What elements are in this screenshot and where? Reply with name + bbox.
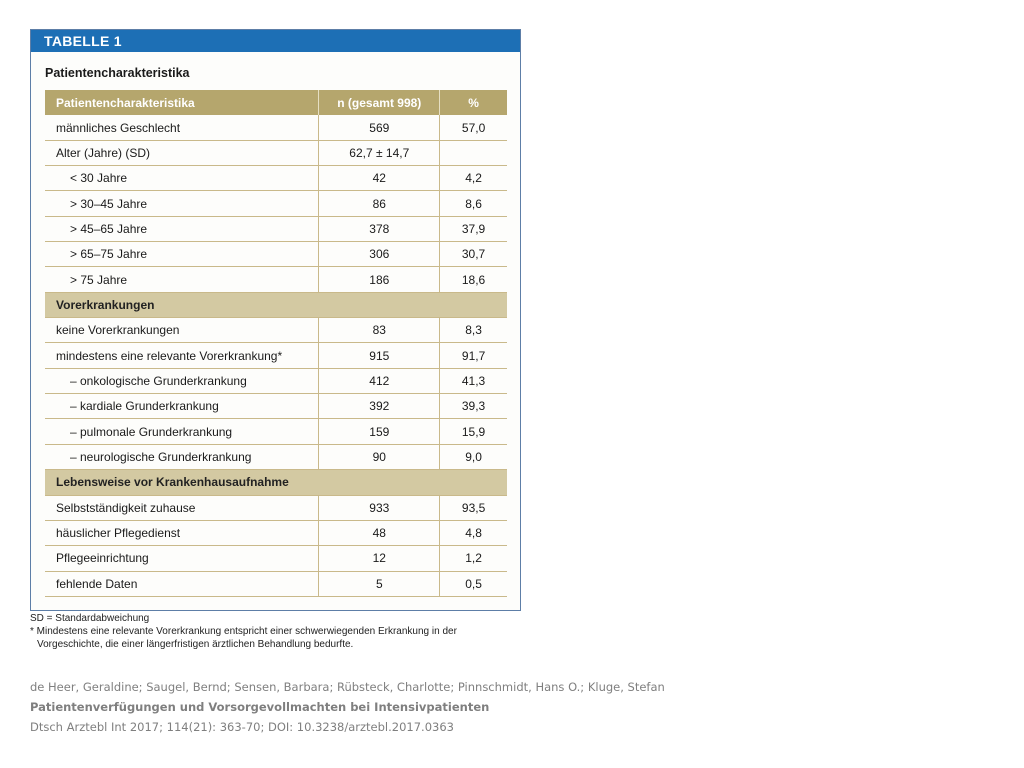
count-cell: 86 [319,191,440,215]
percent-cell: 18,6 [461,272,486,287]
citation-authors: de Heer, Geraldine; Saugel, Bernd; Sensen, Barbara; Rübsteck, Charlotte; Pinnschmidt, Hans O.; Kluge, Stefan [30,680,665,694]
table-row [45,242,507,267]
row-label: männliches Geschlecht [45,115,319,139]
percent-cell: 0,5 [465,576,482,591]
row-label: > 65–75 Jahre [45,242,319,266]
section-header-row [45,293,507,318]
row-label: Pflegeeinrichtung [45,546,319,570]
section-header-row [45,470,507,495]
table-row [45,369,507,394]
count-cell: 48 [319,521,440,545]
count-cell: 159 [319,419,440,443]
citation [30,677,665,737]
column-header: % [468,95,479,110]
count-cell: 378 [319,217,440,241]
row-label: Selbstständigkeit zuhause [45,496,319,520]
row-label: Vorerkrankungen [56,297,155,312]
table-row [45,419,507,444]
table-row [45,496,507,521]
percent-cell: 4,8 [465,526,482,541]
footnote-asterisk-continued: Vorgeschichte, die einer längerfristigen ärztlichen Behandlung bedurfte. [37,639,354,650]
count-cell: 90 [319,445,440,469]
table-row [45,217,507,242]
percent-cell: 1,2 [465,551,482,566]
percent-cell: 39,3 [461,399,486,414]
percent-cell: 41,3 [461,373,486,388]
citation-title: Patientenverfügungen und Vorsorgevollmachten bei Intensivpatienten [30,700,490,714]
table-row [45,546,507,571]
percent-cell: 37,9 [461,221,486,236]
table-row [45,166,507,191]
table-row [45,521,507,546]
row-label: Alter (Jahre) (SD) [45,141,319,165]
count-cell: 12 [319,546,440,570]
column-header: n (gesamt 998) [319,90,440,115]
table-row [45,191,507,216]
data-table [45,90,507,597]
percent-cell: 8,6 [465,196,482,211]
count-cell: 5 [319,572,440,596]
table-body [45,115,507,597]
row-label: > 75 Jahre [45,267,319,291]
table-caption: Patientencharakteristika [45,66,190,80]
footnotes [30,612,457,651]
footnote-sd: SD = Standardabweichung [30,613,150,624]
percent-cell: 30,7 [461,247,486,262]
row-label: fehlende Daten [45,572,319,596]
row-label: häuslicher Pflegedienst [45,521,319,545]
table-row [45,115,507,140]
table-row [45,394,507,419]
table-row [45,267,507,292]
percent-cell: 93,5 [461,500,486,515]
column-header: Patientencharakteristika [45,90,319,115]
count-cell: 933 [319,496,440,520]
percent-cell: 57,0 [461,120,486,135]
table-row [45,343,507,368]
table-row [45,572,507,597]
row-label: Lebensweise vor Krankenhausaufnahme [56,475,289,490]
row-label: < 30 Jahre [45,166,319,190]
table-row [45,445,507,470]
count-cell: 569 [319,115,440,139]
row-label: – neurologische Grunderkrankung [45,445,319,469]
row-label: – kardiale Grunderkrankung [45,394,319,418]
table-header-row [45,90,507,115]
table-figure [30,29,521,611]
count-cell: 83 [319,318,440,342]
percent-cell: 91,7 [461,348,486,363]
count-cell: 42 [319,166,440,190]
row-label: keine Vorerkrankungen [45,318,319,342]
citation-source: Dtsch Arztebl Int 2017; 114(21): 363-70; DOI: 10.3238/arztebl.2017.0363 [30,720,454,734]
percent-cell: 8,3 [465,323,482,338]
count-cell: 62,7 ± 14,7 [319,141,440,165]
count-cell: 412 [319,369,440,393]
table-label: TABELLE 1 [31,30,520,52]
count-cell: 915 [319,343,440,367]
table-row [45,318,507,343]
percent-cell: 15,9 [461,424,486,439]
footnote-asterisk: * Mindestens eine relevante Vorerkrankung entspricht einer schwerwiegenden Erkrankung in der [30,626,457,637]
row-label: – onkologische Grunderkrankung [45,369,319,393]
row-label: mindestens eine relevante Vorerkrankung* [45,343,319,367]
percent-cell [440,141,507,165]
table-row [45,141,507,166]
count-cell: 186 [319,267,440,291]
row-label: > 30–45 Jahre [45,191,319,215]
count-cell: 392 [319,394,440,418]
percent-cell: 4,2 [465,171,482,186]
row-label: > 45–65 Jahre [45,217,319,241]
percent-cell: 9,0 [465,449,482,464]
count-cell: 306 [319,242,440,266]
row-label: – pulmonale Grunderkrankung [45,419,319,443]
